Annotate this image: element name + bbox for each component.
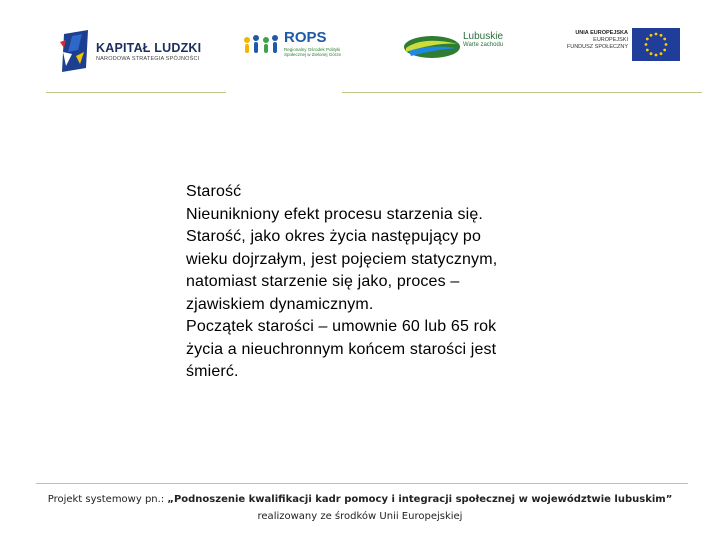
footer-divider <box>36 483 688 484</box>
footer-prefix: Projekt systemowy pn.: <box>47 494 168 505</box>
ue-line-3: FUNDUSZ SPOŁECZNY <box>566 44 628 50</box>
text-line: Starość, jako okres życia następujący po <box>186 228 482 245</box>
header-divider-left <box>46 92 226 93</box>
header-divider-right <box>342 92 702 93</box>
kapital-ludzki-logo <box>58 28 208 76</box>
text-line: życia a nieuchronnym końcem starości jest <box>186 340 497 358</box>
text-line: śmierć. <box>186 363 239 380</box>
footer-line-1 <box>0 491 720 508</box>
rops-title: ROPS <box>284 29 327 46</box>
lubuskie-subtitle: Warte zachodu <box>463 42 504 48</box>
text-line: Początek starości – umownie 60 lub 65 rok <box>186 318 497 335</box>
rops-logo <box>242 28 342 68</box>
text-line: Nieunikniony efekt procesu starzenia się. <box>186 205 483 223</box>
lubuskie-landscape-icon <box>403 32 461 60</box>
ue-line-2: EUROPEJSKI <box>593 37 628 43</box>
text-line: wieku dojrzałym, jest pojęciem statycznym, <box>186 250 498 268</box>
kapital-ludzki-emblem-icon <box>58 28 92 76</box>
main-text-block <box>186 181 546 384</box>
unia-europejska-logo <box>560 28 682 64</box>
rops-subtitle: Regionalny Ośrodek Polityki Społecznej w Zielonej Górze <box>284 47 342 57</box>
rops-figures-icon <box>242 34 282 56</box>
text-line: natomiast starzenie się jako, proces – <box>186 273 460 290</box>
lubuskie-title: Lubuskie <box>463 31 504 42</box>
footer <box>0 491 720 525</box>
lubuskie-logo <box>403 28 513 64</box>
eu-flag-icon <box>632 28 680 61</box>
unia-europejska-text <box>560 30 628 51</box>
kapital-ludzki-title: KAPITAŁ LUDZKI <box>96 41 202 55</box>
text-line: Starość <box>186 183 242 200</box>
footer-project-name: „Podnoszenie kwalifikacji kadr pomocy i integracji społecznej w województwie lubuskim” <box>167 494 673 505</box>
footer-line-2: realizowany ze środków Unii Europejskiej <box>257 511 463 522</box>
kapital-ludzki-subtitle: NARODOWA STRATEGIA SPÓJNOŚCI <box>96 56 200 62</box>
ue-line-1: UNIA EUROPEJSKA <box>575 30 628 36</box>
text-line: zjawiskiem dynamicznym. <box>186 295 374 313</box>
